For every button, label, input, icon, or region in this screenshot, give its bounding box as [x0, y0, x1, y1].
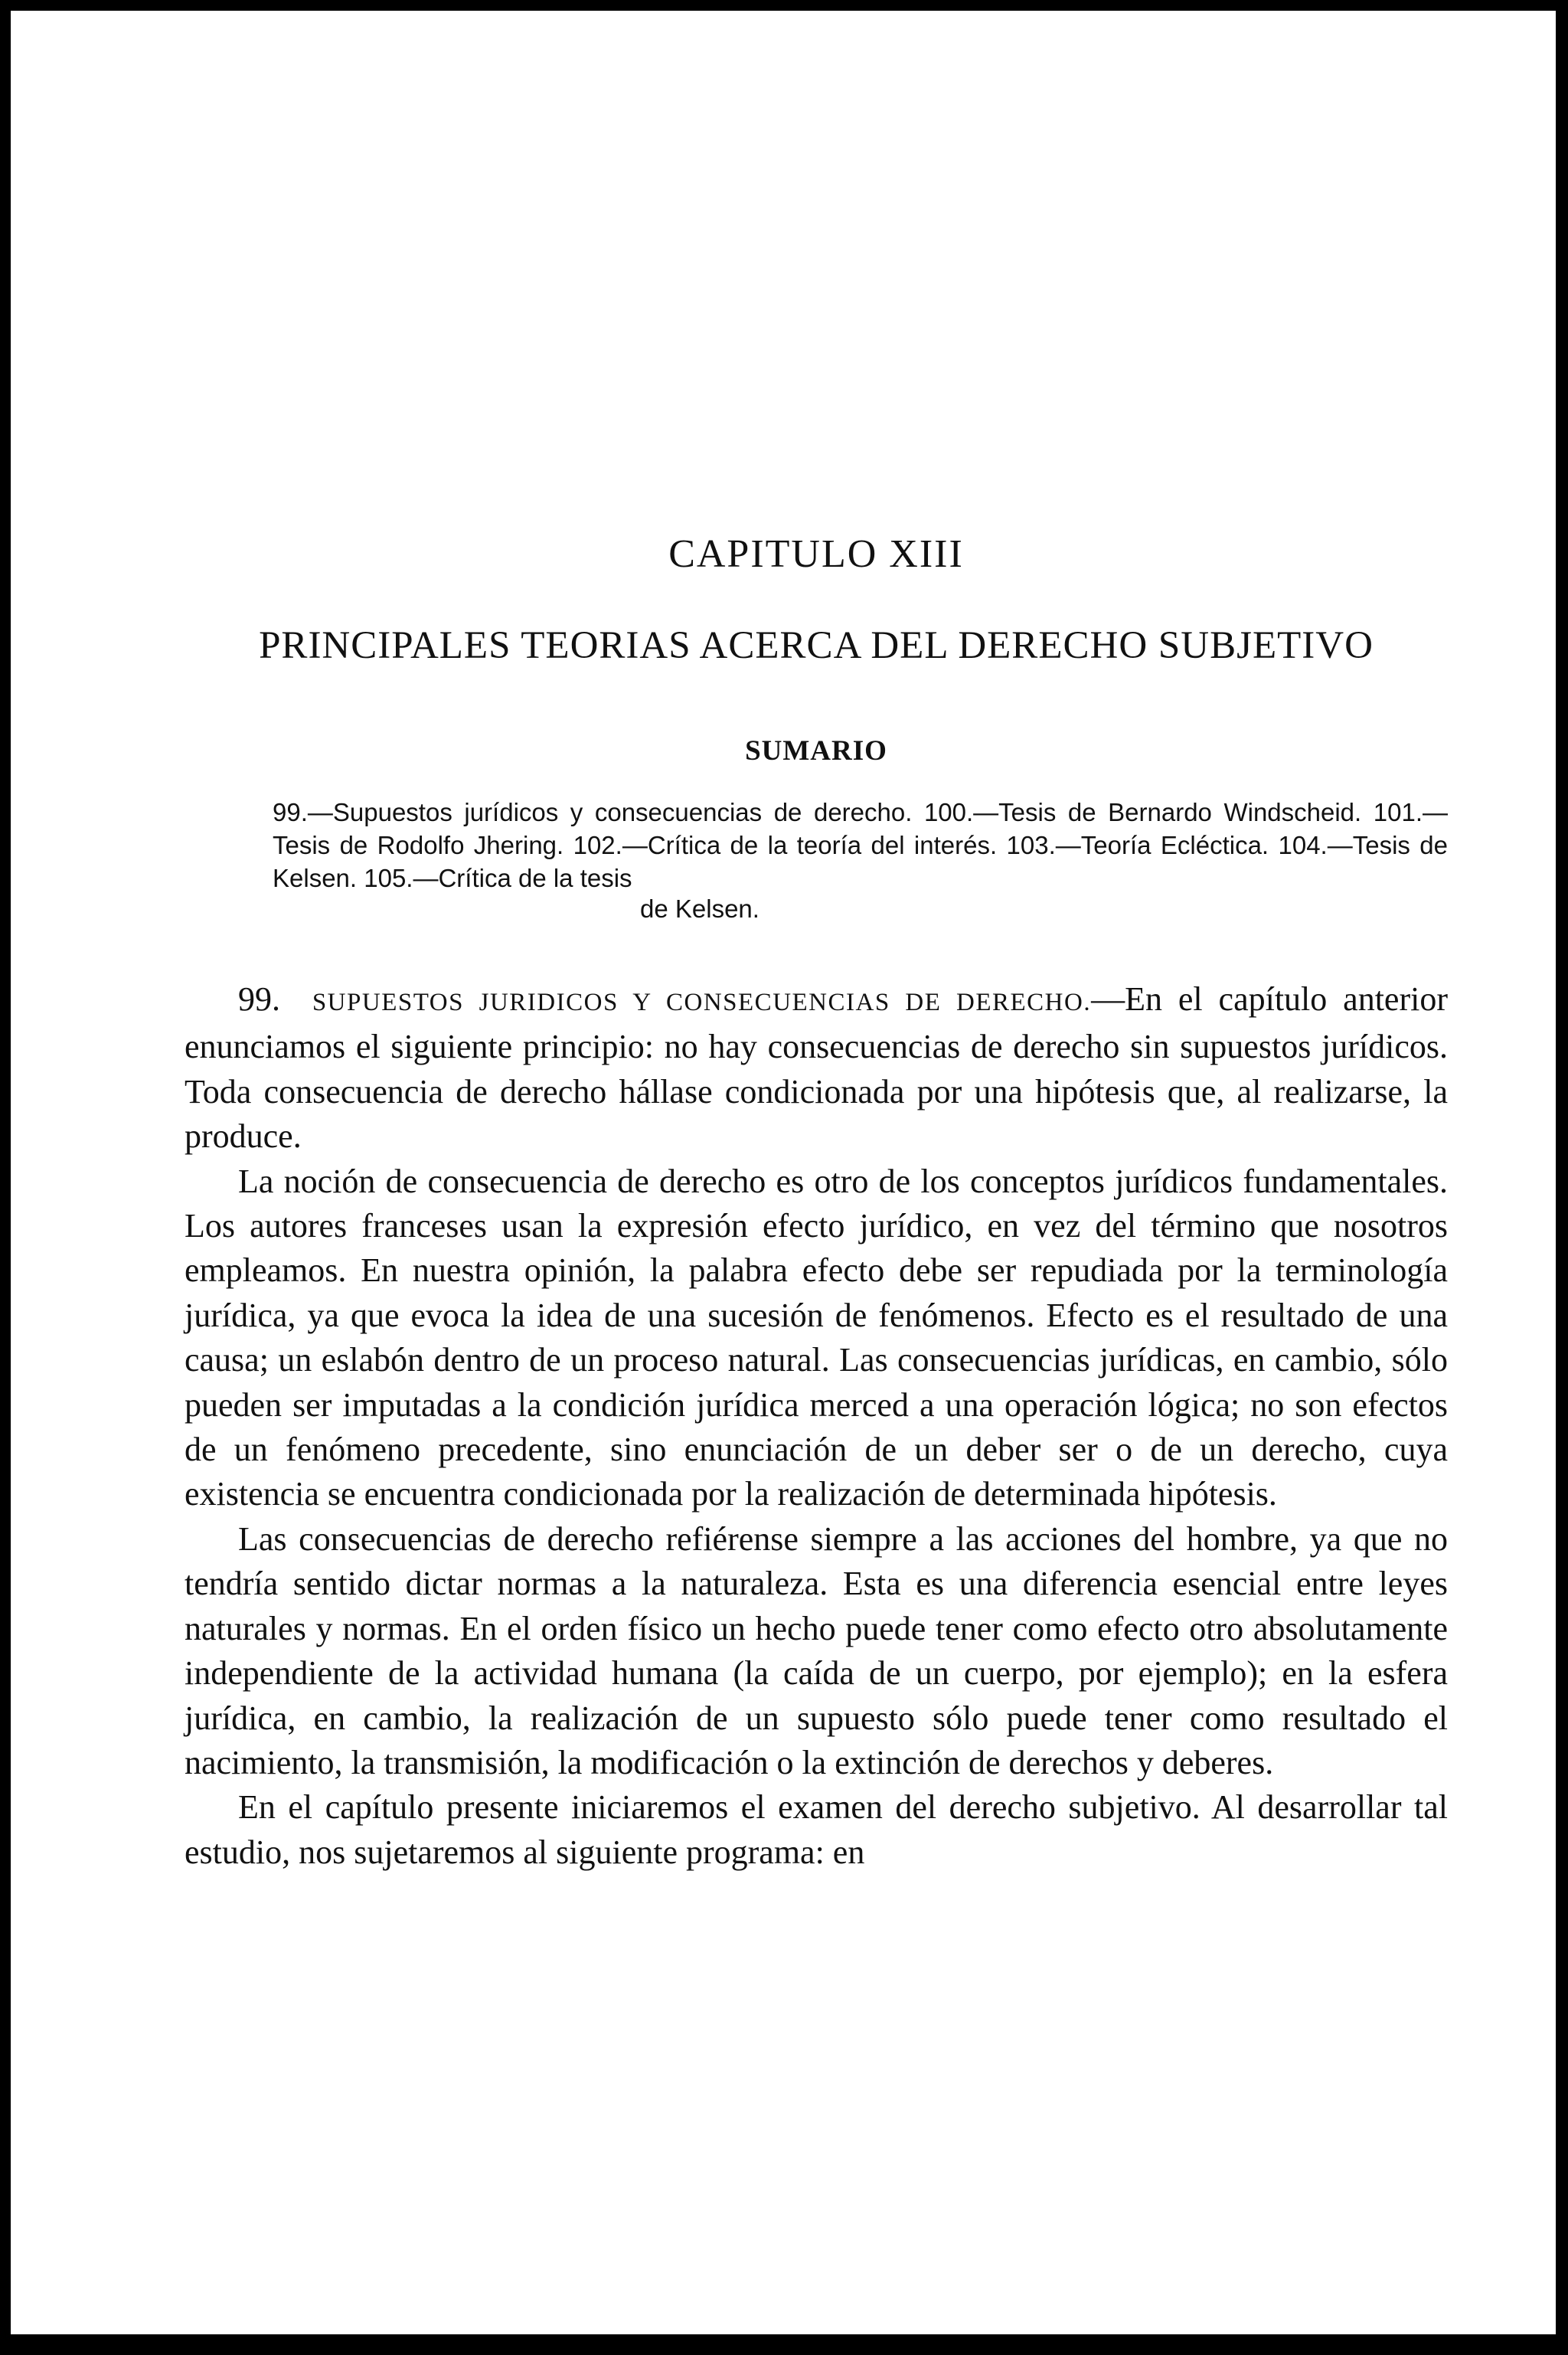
- section-heading: SUPUESTOS JURIDICOS Y CONSECUENCIAS DE DERECHO.: [312, 989, 1092, 1016]
- sumario-text: 99.—Supuestos jurídicos y consecuencias de derecho. 100.—Tesis de Bernardo Windscheid. 101.—Tesis de Rodolfo Jhering. 102.—Crítica de la teoría del interés. 103.—Teoría Ecléctica. 104.—Tesis de Kelsen. 105.—Crítica de la tesis: [273, 798, 1448, 892]
- book-page: [11, 11, 1556, 2334]
- paragraph: La noción de consecuencia de derecho es otro de los conceptos jurídicos fundamentales. Los autores franceses usan la expresión efecto jurídico, en vez del término que nosotros empleamos. En nuestra opinión, la palabra efecto debe ser repudiada por la terminología jurídica, ya que evoca la idea de una sucesión de fenómenos. Efecto es el resultado de una causa; un eslabón dentro de un proceso natural. Las consecuencias jurídicas, en cambio, sólo pueden ser imputadas a la condición jurídica merced a una operación lógica; no son efectos de un fenómeno precedente, sino enunciación de un deber ser o de un derecho, cuya existencia se encuentra condicionada por la realización de determinada hipótesis.: [185, 1162, 1448, 1513]
- chapter-number: CAPITULO XIII: [668, 532, 964, 576]
- sumario-last-line: de Kelsen.: [640, 895, 760, 923]
- chapter-title: PRINCIPALES TEORIAS ACERCA DEL DERECHO SUBJETIVO: [259, 624, 1374, 667]
- paragraph: Las consecuencias de derecho refiérense siempre a las acciones del hombre, ya que no tendría sentido dictar normas a la naturaleza. Esta es una diferencia esencial entre leyes naturales y normas. En el orden físico un hecho puede tener como efecto otro absolutamente independiente de la actividad humana (la caída de un cuerpo, por ejemplo); en la esfera jurídica, en cambio, la realización de un supuesto sólo puede tener como resultado el nacimiento, la transmisión, la modificación o la extinción de derechos y deberes.: [185, 1519, 1448, 1781]
- section-first-paragraph: —En el capítulo anterior enunciamos el siguiente principio: no hay consecuencias de derecho sin supuestos jurídicos. Toda consecuencia de derecho hállase condicionada por una hipótesis que, al realizarse, la produce.: [185, 980, 1448, 1156]
- paragraph-section-99: [185, 977, 1448, 1160]
- section-number: 99.: [238, 980, 280, 1018]
- paragraph: En el capítulo presente iniciaremos el examen del derecho subjetivo. Al desarrollar tal estudio, nos sujetaremos al siguiente programa: en: [185, 1788, 1448, 1871]
- body-text: [185, 977, 1448, 1875]
- sumario-heading: SUMARIO: [745, 735, 887, 767]
